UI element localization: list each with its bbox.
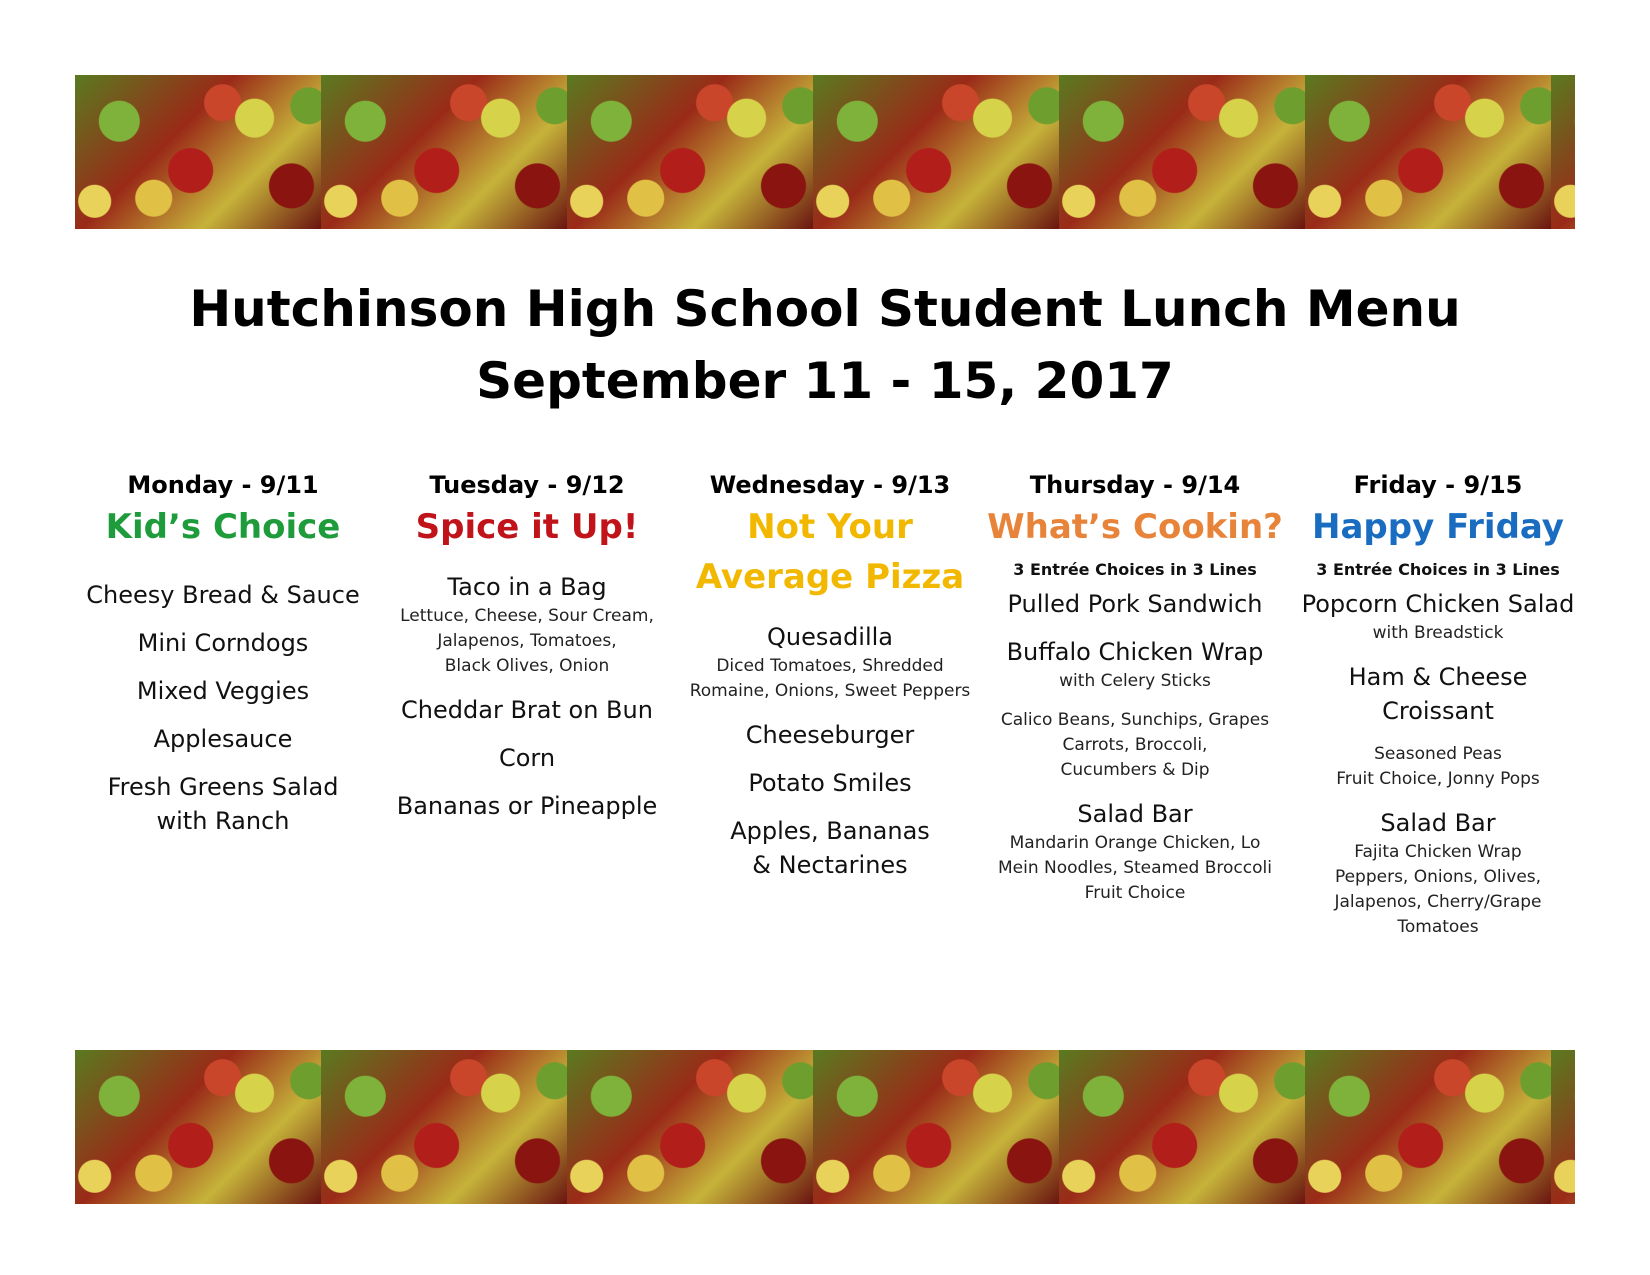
menu-item: Apples, Bananas [730, 817, 930, 845]
thursday-column [985, 468, 1285, 906]
menu-item: Corn [498, 744, 556, 772]
menu-item-detail: with Celery Sticks [1059, 671, 1211, 691]
menu-item-detail: Mandarin Orange Chicken, Lo [1009, 833, 1261, 853]
menu-item: Buffalo Chicken Wrap [1006, 638, 1264, 666]
monday-column [78, 468, 368, 838]
menu-item-detail: Tomatoes [1397, 917, 1479, 937]
friday-column [1288, 468, 1588, 940]
apple-banner-bottom [75, 1050, 1575, 1204]
menu-item: & Nectarines [752, 851, 908, 879]
menu-item: Mixed Veggies [136, 677, 310, 705]
menu-item-detail: Fajita Chicken Wrap [1354, 842, 1522, 862]
menu-item-detail: Diced Tomatoes, Shredded [716, 656, 944, 676]
wednesday-theme-line2: Average Pizza [695, 557, 965, 597]
menu-item: Cheesy Bread & Sauce [86, 581, 360, 609]
menu-item: Fresh Greens Salad [107, 773, 339, 801]
menu-item: Quesadilla [766, 623, 894, 651]
tuesday-column [382, 468, 672, 823]
menu-item: Pulled Pork Sandwich [1007, 590, 1263, 618]
menu-item-detail: Black Olives, Onion [444, 656, 610, 676]
menu-item-detail: with Breadstick [1372, 623, 1504, 643]
menu-item: Taco in a Bag [447, 573, 607, 601]
side-items: Calico Beans, Sunchips, Grapes [1000, 710, 1270, 730]
side-items: Cucumbers & Dip [1060, 760, 1210, 780]
menu-item-detail: Mein Noodles, Steamed Broccoli [998, 858, 1272, 878]
menu-item-detail: Romaine, Onions, Sweet Peppers [689, 681, 971, 701]
apple-banner-top [75, 75, 1575, 229]
menu-title: Hutchinson High School Student Lunch Menu [189, 280, 1461, 338]
menu-item: Applesauce [153, 725, 293, 753]
thursday-theme: What’s Cookin? [987, 507, 1283, 547]
wednesday-theme-line1: Not Your [747, 507, 913, 547]
friday-day-label: Friday - 9/15 [1353, 471, 1523, 499]
menu-item-detail: Jalapenos, Tomatoes, [437, 631, 617, 651]
monday-theme: Kid’s Choice [105, 507, 341, 547]
menu-item: Mini Corndogs [137, 629, 309, 657]
menu-item: Salad Bar [1380, 809, 1496, 837]
wednesday-day-label: Wednesday - 9/13 [709, 471, 951, 499]
menu-item-detail: Lettuce, Cheese, Sour Cream, [400, 606, 654, 626]
menu-week-dates: September 11 - 15, 2017 [476, 352, 1174, 410]
thursday-entree-note: 3 Entrée Choices in 3 Lines [1013, 560, 1257, 579]
menu-item-detail: Peppers, Onions, Olives, [1334, 867, 1542, 887]
side-items: Seasoned Peas [1374, 744, 1502, 764]
menu-item: with Ranch [156, 807, 290, 835]
menu-item: Potato Smiles [748, 769, 912, 797]
side-items: Fruit Choice, Jonny Pops [1336, 769, 1540, 789]
side-items: Carrots, Broccoli, [1062, 735, 1208, 755]
friday-theme: Happy Friday [1312, 507, 1564, 547]
tuesday-theme: Spice it Up! [415, 507, 639, 547]
menu-item: Cheddar Brat on Bun [401, 696, 653, 724]
menu-item: Bananas or Pineapple [396, 792, 658, 820]
monday-day-label: Monday - 9/11 [127, 471, 319, 499]
menu-item: Cheeseburger [745, 721, 915, 749]
menu-item: Ham & Cheese [1348, 663, 1528, 691]
menu-item-detail: Fruit Choice [1084, 883, 1186, 903]
friday-entree-note: 3 Entrée Choices in 3 Lines [1316, 560, 1560, 579]
menu-item: Popcorn Chicken Salad [1301, 590, 1575, 618]
menu-item: Croissant [1382, 697, 1494, 725]
thursday-day-label: Thursday - 9/14 [1029, 471, 1241, 499]
menu-item: Salad Bar [1077, 800, 1193, 828]
menu-item-detail: Jalapenos, Cherry/Grape [1334, 892, 1542, 912]
wednesday-column [680, 468, 980, 882]
tuesday-day-label: Tuesday - 9/12 [429, 471, 625, 499]
